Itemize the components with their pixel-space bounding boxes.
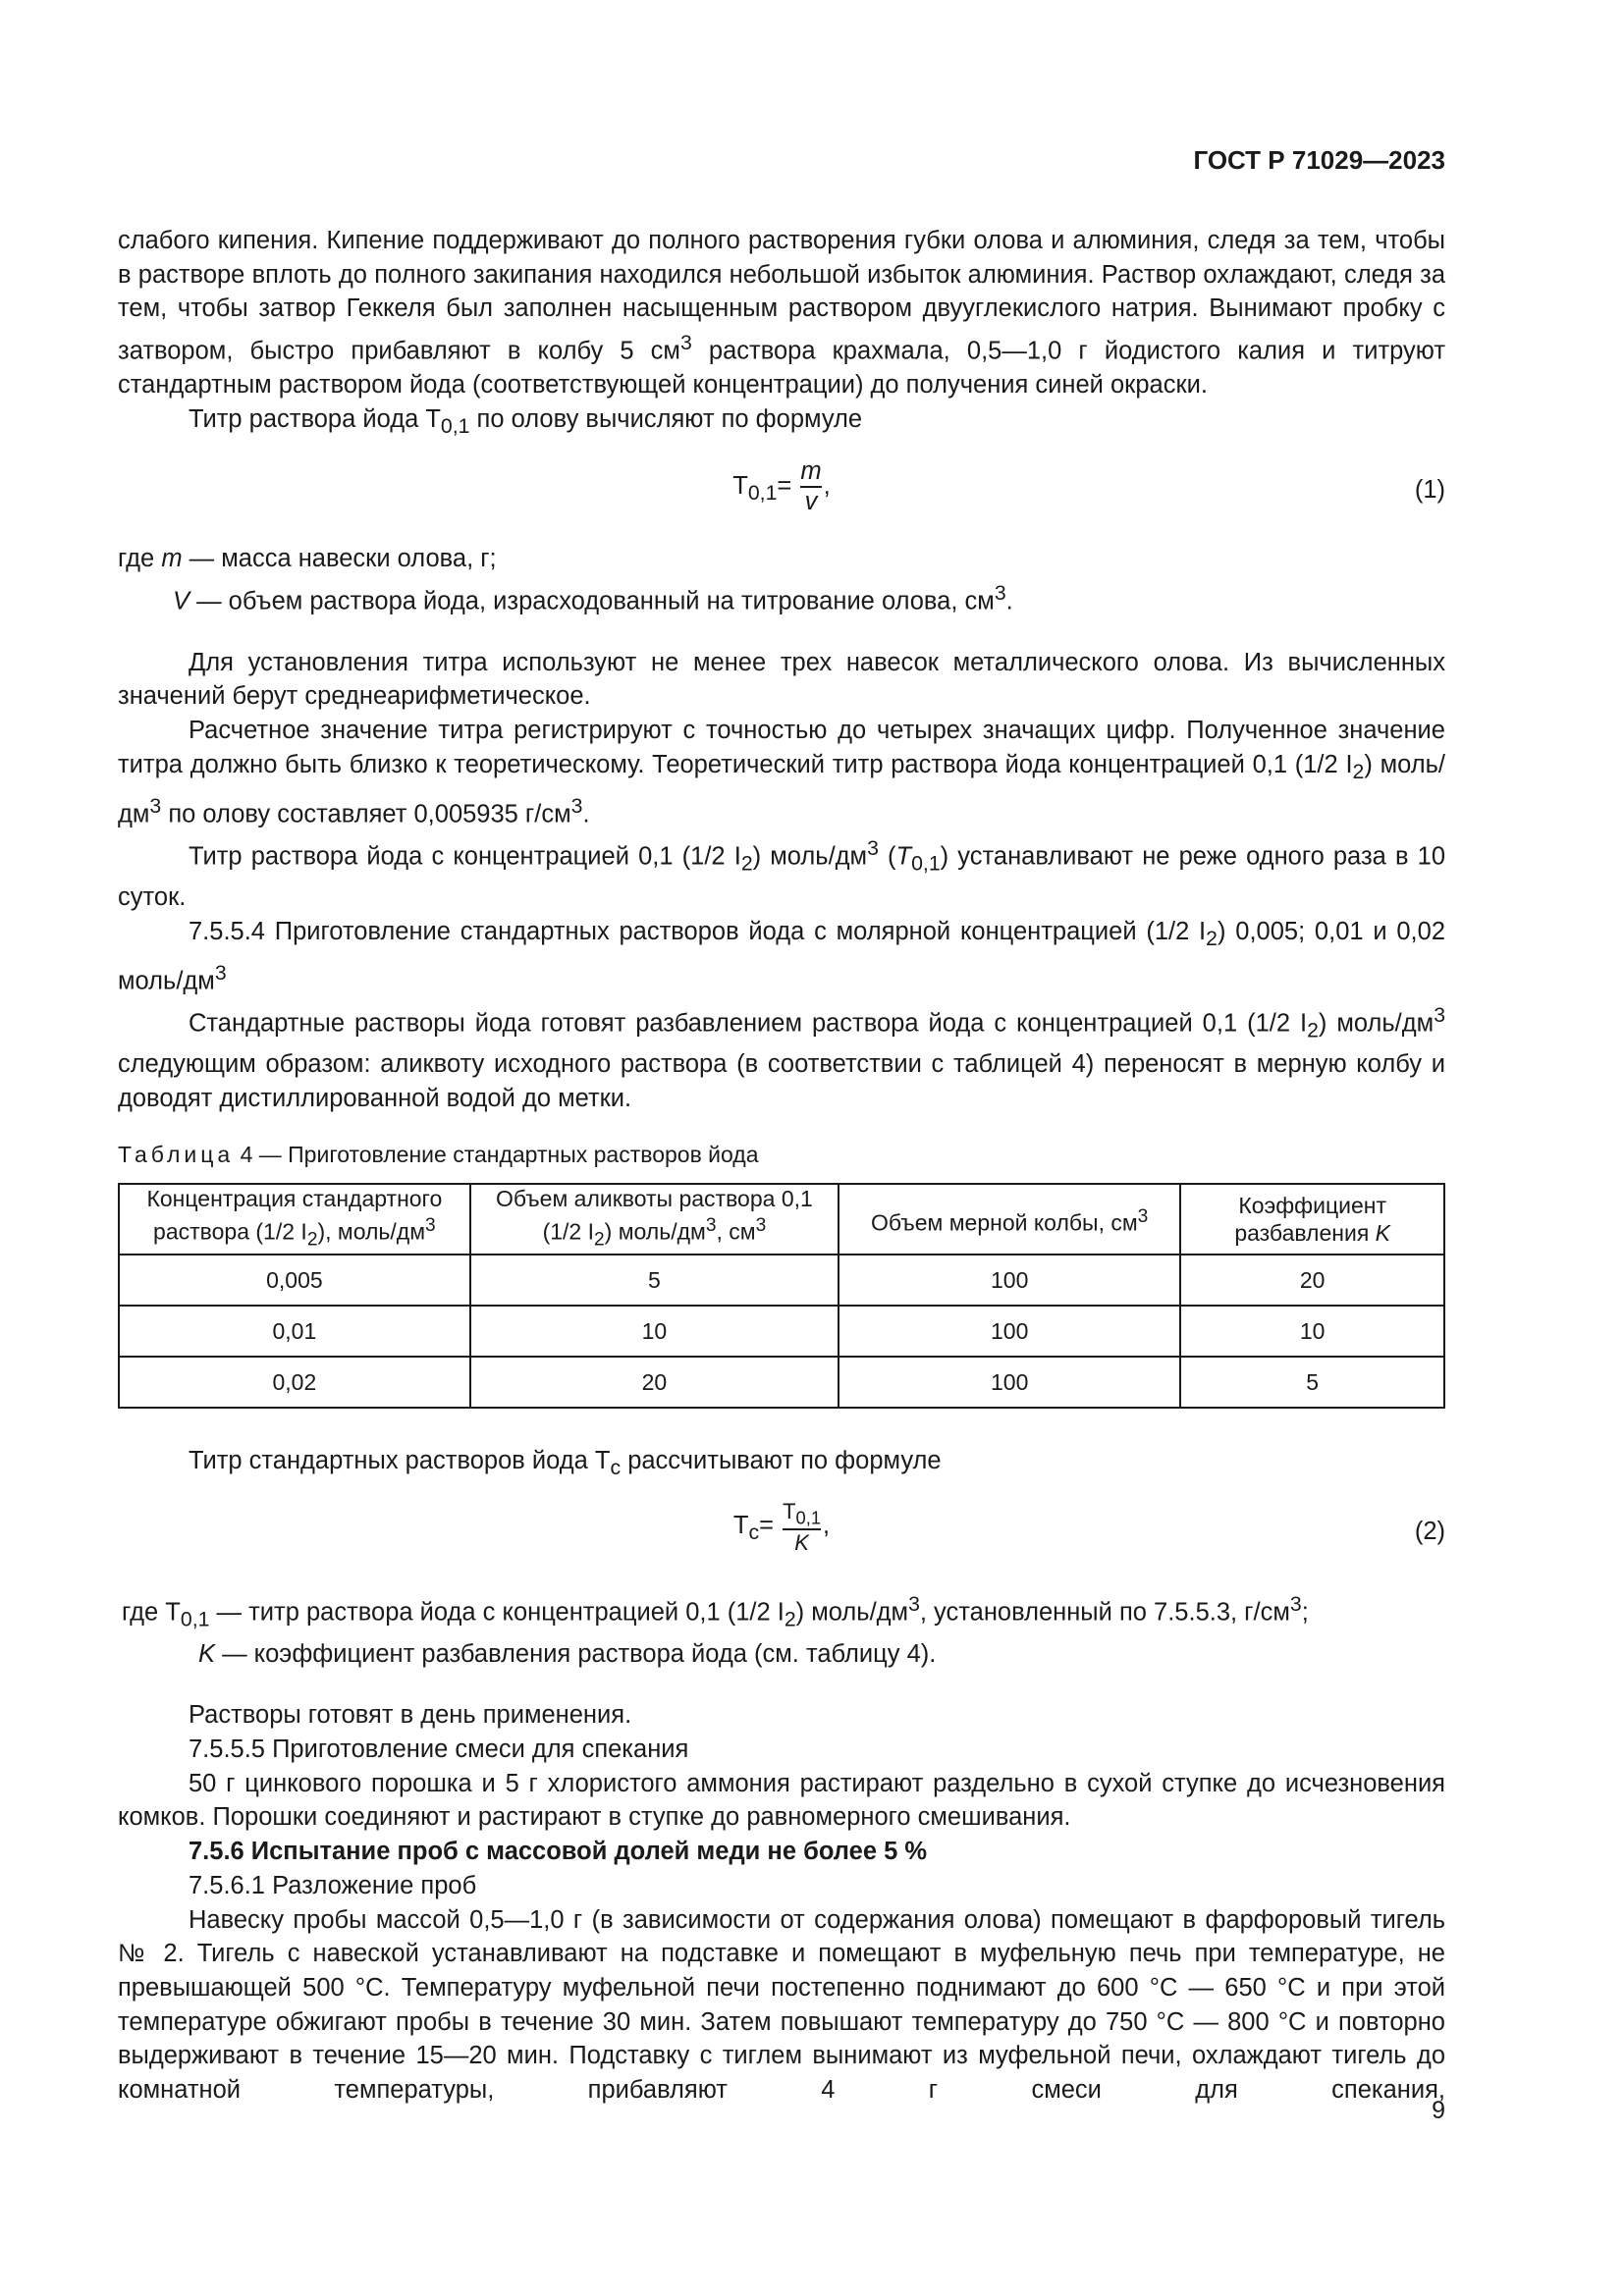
- where-line: K — коэффициент разбавления раствора йода (см. таблицу 4).: [198, 1639, 937, 1668]
- document-header: ГОСТ Р 71029—2023: [1193, 145, 1445, 175]
- table-row: 0,02 20 100 5: [119, 1357, 1444, 1408]
- paragraph: Титр раствора йода с концентрацией 0,1 (1/2 $I_2$) моль/$дм^3$ $(T_{0,1})$ устанавливают не реже одного раза в 10 суток.: [118, 835, 1445, 912]
- section-heading: 7.5.6 Испытание проб с массовой долей меди не более 5 %: [189, 1838, 928, 1866]
- paragraph: Растворы готовят в день применения.: [189, 1701, 632, 1730]
- paragraph: слабого кипения. Кипение поддерживают до полного растворения губки олова и алюминия, следя за тем, чтобы в растворе вплоть до полного закипания находился небольшой избыток алюминия. Раствор охлаждают, следя за тем, чтобы затвор Геккеля был заполнен насыщенным раствором двууглекислого натрия. Вынимают пробку с затвором, быстро прибавляют в колбу 5 $см^3$ раствора крахмала, 0,5—1,0 г йодистого калия и титруют стандартным раствором йода (соответствующей концентрации) до получения синей окраски.: [118, 227, 1446, 400]
- paragraph: Навеску пробы массой 0,5—1,0 г (в зависимости от содержания олова) помещают в фарфоровый тигель № 2. Тигель с навеской устанавливают на подставке и помещают в муфельную печь при температуре, не превышающей 500 °С. Температуру муфельной печи постепенно поднимают до 600 °С — 650 °С и при этой температуре обжигают пробы в течение 30 мин. Затем повышают температуру до 750 °С — 800 °С и повторно выдерживают в течение 15—20 мин. Подставку с тиглем вынимают из муфельной печи, охлаждают тигель до комнатной температуры, прибавляют 4 г смеси для спекания,: [118, 1905, 1445, 2105]
- column-header: Объем мерной колбы, $см^3$: [839, 1184, 1180, 1255]
- column-header: Объем аликвоты раствора 0,1 (1/2 $I_2$) моль/$дм^3$, $см^3$: [470, 1184, 839, 1255]
- solutions-table: [118, 1183, 1445, 1409]
- paragraph: Стандартные растворы йода готовят разбавлением раствора йода с концентрацией 0,1 (1/2 $I_2$) моль/$дм^3$ следующим образом: аликвоту исходного раствора (в соответствии с таблицей 4) переносят в мерную колбу и доводят дистиллированной водой до метки.: [118, 1002, 1446, 1112]
- formula-1: $Т_{0,1}=$ $\frac{m}{v}$ , (1): [732, 456, 1445, 516]
- formula-number: (2): [1414, 1518, 1445, 1546]
- where-line: где $Т_{0,1}$ — титр раствора йода с концентрацией 0,1 (1/2 $I_2$) моль/$дм^3$, установленный по 7.5.5.3, $г/см^3$;: [122, 1592, 1309, 1631]
- section-heading: 7.5.6.1 Разложение проб: [189, 1871, 477, 1899]
- paragraph: Титр стандартных растворов йода $Т_с$ рассчитывают по формуле: [189, 1447, 942, 1480]
- section-heading: 7.5.5.5 Приготовление смеси для спекания: [189, 1735, 689, 1763]
- column-header: Концентрация стандартного раствора (1/2 $I_2$), моль/$дм^3$: [119, 1184, 470, 1255]
- table-row: 0,01 10 100 10: [119, 1306, 1444, 1357]
- formula-2: $Т_с=$ $\frac{Т_{0,1}}{K}$ , (2): [732, 1499, 1445, 1555]
- where-line: где m — масса навески олова, г;: [118, 544, 497, 572]
- document-body: [118, 224, 1445, 2108]
- paragraph: 50 г цинкового порошка и 5 г хлористого аммония растирают раздельно в сухой ступке до исчезновения комков. Порошки соединяют и растирают в ступке до равномерного смешивания.: [118, 1769, 1445, 1832]
- section-heading: 7.5.5.4 Приготовление стандартных растворов йода с молярной концентрацией (1/2 $I_2$) 0,005; 0,01 и 0,02 моль/$дм^3$: [118, 917, 1446, 995]
- where-line: V — объем раствора йода, израсходованный на титрование олова, $см^3$.: [173, 580, 1013, 615]
- column-header: Коэффициент разбавления K: [1180, 1184, 1444, 1255]
- table-caption: Таблица 4 — Приготовление стандартных растворов йода: [118, 1141, 759, 1167]
- page-number: 9: [1432, 2097, 1445, 2124]
- paragraph: Для установления титра используют не менее трех навесок металлического олова. Из вычисленных значений берут среднеарифметическое.: [118, 648, 1445, 711]
- paragraph: Расчетное значение титра регистрируют с точностью до четырех значащих цифр. Полученное значение титра должно быть близко к теоретическому. Теоретический титр раствора йода концентрацией 0,1 (1/2 $I_2$) моль/$дм^3$ по олову составляет 0,005935 $г/см^3$.: [118, 717, 1445, 828]
- table-header-row: [119, 1184, 1444, 1255]
- formula-number: (1): [1414, 475, 1445, 504]
- table-row: 0,005 5 100 20: [119, 1255, 1444, 1306]
- paragraph: Титр раствора йода $Т_{0,1}$ по олову вычисляют по формуле: [189, 405, 863, 439]
